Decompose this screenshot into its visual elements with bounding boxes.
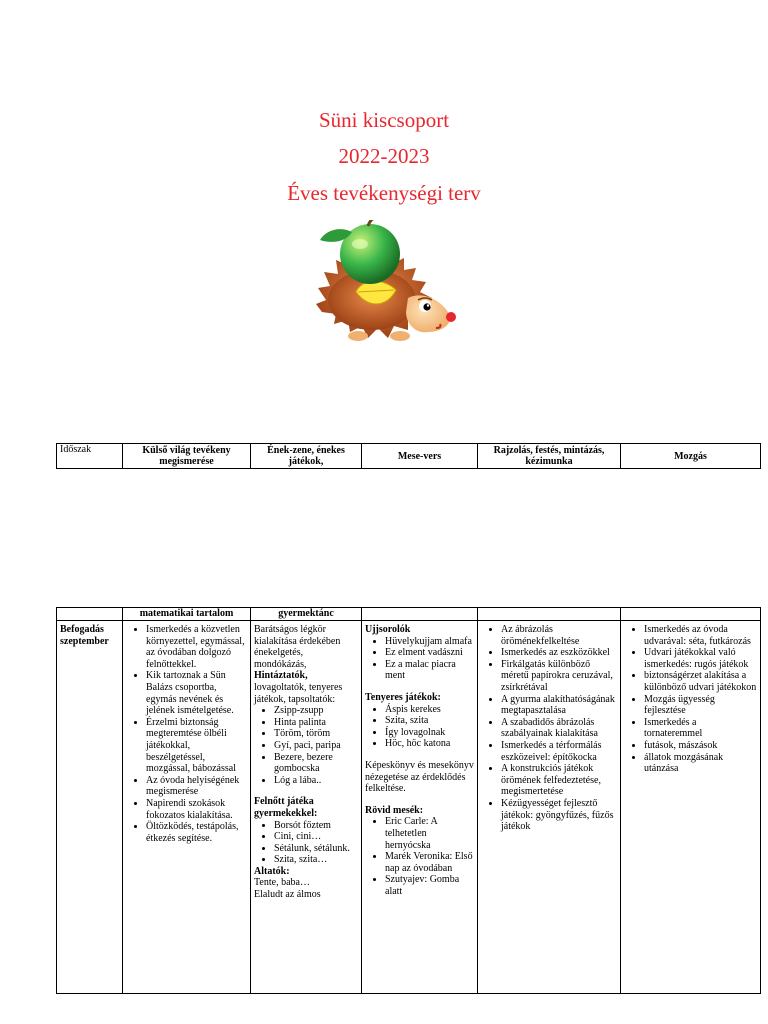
list-item: • Kézügyességet fejlesztő játékok: gyöngyfűzés, fűzős játékok (501, 798, 617, 833)
list-item: • Öltözködés, testápolás, étkezés segítése. (146, 821, 247, 844)
table-row (57, 621, 761, 994)
list-item: • Ez elment vadászni (385, 647, 474, 659)
col-header-movement: Mozgás (621, 444, 761, 469)
list-item: • Napirendi szokások fokozatos kialakítása. (146, 798, 247, 821)
music-intro: Barátságos légkör kialakítása érdekében énekelgetés, mondókázás, (254, 624, 341, 670)
cont-cell-tales (362, 608, 478, 621)
list-item: • Firkálgatás különböző méretű papírokra ceruzával, zsírkrétával (501, 659, 617, 694)
tales-palm-title: Tenyeres játékok: (365, 691, 441, 703)
list-item: • biztonságérzet alakítása a különböző udvari játékokon (644, 670, 757, 693)
list-item: • Hinta palinta (274, 717, 358, 729)
document-subtitle: Éves tevékenységi terv (287, 181, 481, 205)
music-swing-desc: lovagoltatók, tenyeres játékok, tapsoltatók: (254, 681, 343, 705)
music-lullaby-1: Tente, baba… (254, 877, 310, 889)
list-item: • Eric Carle: A telhetetlen hernyócska (385, 816, 474, 851)
environment-cell (123, 621, 251, 994)
col-header-period: Időszak (57, 444, 123, 469)
tales-short-title: Rövid mesék: (365, 804, 424, 816)
music-swing-list (254, 705, 358, 786)
period-month: szeptember (60, 635, 109, 647)
plan-header-table (56, 443, 761, 469)
list-item: • Töröm, töröm (274, 728, 358, 740)
list-item: • Az óvoda helyiségének megismerése (146, 775, 247, 798)
list-item: • Így lovagolnak (385, 727, 474, 739)
music-cell (251, 621, 362, 994)
list-item: • Mozgás ügyesség fejlesztése (644, 694, 757, 717)
tales-picturebook: Képeskönyv és mesekönyv nézegetése az érdeklődés felkeltése. (365, 759, 474, 795)
hedgehog-with-apple-icon (312, 220, 460, 360)
list-item: • Borsót főztem (274, 820, 358, 832)
art-list (481, 624, 617, 833)
period-label: Befogadás (60, 624, 104, 635)
music-lullaby-2: Elaludt az álmos (254, 889, 321, 901)
table-continuation-row (57, 608, 761, 621)
music-adult-list (254, 820, 358, 866)
music-lullaby-title: Altatók: (254, 865, 290, 877)
list-item: • Sétálunk, sétálunk. (274, 843, 358, 855)
list-item: • Höc, höc katona (385, 738, 474, 750)
col-header-music: Ének-zene, énekes játékok, (251, 444, 362, 469)
list-item: • Áspis kerekes (385, 704, 474, 716)
list-item: • Ismerkedés az óvoda udvarával: séta, futkározás (644, 624, 757, 647)
tales-short-list (365, 816, 474, 897)
list-item: • Ismerkedés a tornateremmel (644, 717, 757, 740)
movement-list (624, 624, 757, 775)
tales-finger-list (365, 636, 474, 682)
cont-cell-movement (621, 608, 761, 621)
list-item: • Szita, szita (385, 715, 474, 727)
list-item: • Cini, cini… (274, 831, 358, 843)
list-item: • Bezere, bezere gombocska (274, 752, 358, 775)
list-item: • futások, mászások (644, 740, 757, 752)
list-item: • Zsipp-zsupp (274, 705, 358, 717)
col-header-art: Rajzolás, festés, mintázás, kézimunka (478, 444, 621, 469)
school-year: 2022-2023 (338, 144, 430, 168)
cont-cell-environment: matematikai tartalom (123, 608, 251, 621)
list-item: • állatok mozgásának utánzása (644, 752, 757, 775)
list-item: • Lóg a lába.. (274, 775, 358, 787)
list-item: • Ismerkedés az eszközökkel (501, 647, 617, 659)
environment-list (126, 624, 247, 844)
list-item: • A szabadidős ábrázolás szabályainak kialakítása (501, 717, 617, 740)
document-title: Süni kiscsoport (318, 108, 450, 132)
period-cell (57, 621, 123, 994)
movement-cell (621, 621, 761, 994)
list-item: • Ismerkedés a térformálás eszközeivel: építőkocka (501, 740, 617, 763)
list-item: • Marék Veronika: Első nap az óvodában (385, 851, 474, 874)
cont-cell-art (478, 608, 621, 621)
list-item: • Szita, szita… (274, 854, 358, 866)
music-swing-title: Hintáztatók, (254, 670, 308, 682)
list-item: • Ez a malac piacra ment (385, 659, 474, 682)
tales-finger-title: Ujjsorolók (365, 624, 411, 635)
art-cell (478, 621, 621, 994)
list-item: • Érzelmi biztonság megteremtése ölbéli játékokkal, beszélgetéssel, mozgással, bábozással (146, 717, 247, 775)
cont-cell-music: gyermektánc (251, 608, 362, 621)
tales-palm-list (365, 704, 474, 750)
table-header-row (57, 444, 761, 469)
list-item: • Hüvelykujjam almafa (385, 636, 474, 648)
list-item: • Gyí, paci, paripa (274, 740, 358, 752)
list-item: • Kik tartoznak a Sün Balázs csoportba, egymás nevének és jelének ismételgetése. (146, 670, 247, 716)
list-item: • Szutyajev: Gomba alatt (385, 874, 474, 897)
list-item: • Ismerkedés a közvetlen környezettel, egymással, az óvodában dolgozó felnőttekkel. (146, 624, 247, 670)
col-header-environment: Külső világ tevékeny megismerése (123, 444, 251, 469)
list-item: • Az ábrázolás öröménekfelkeltése (501, 624, 617, 647)
list-item: • A gyurma alakíthatóságának megtapasztalása (501, 694, 617, 717)
list-item: • A konstrukciós játékok örömének felfedeztetése, megismertetése (501, 763, 617, 798)
music-adult-title: Felnőtt játéka gyermekekkel: (254, 796, 318, 819)
plan-body-table (56, 607, 761, 994)
col-header-tales-poems: Mese-vers (362, 444, 478, 469)
tales-cell (362, 621, 478, 994)
list-item: • Udvari játékokkal való ismerkedés: rugós játékok (644, 647, 757, 670)
cont-cell-period (57, 608, 123, 621)
